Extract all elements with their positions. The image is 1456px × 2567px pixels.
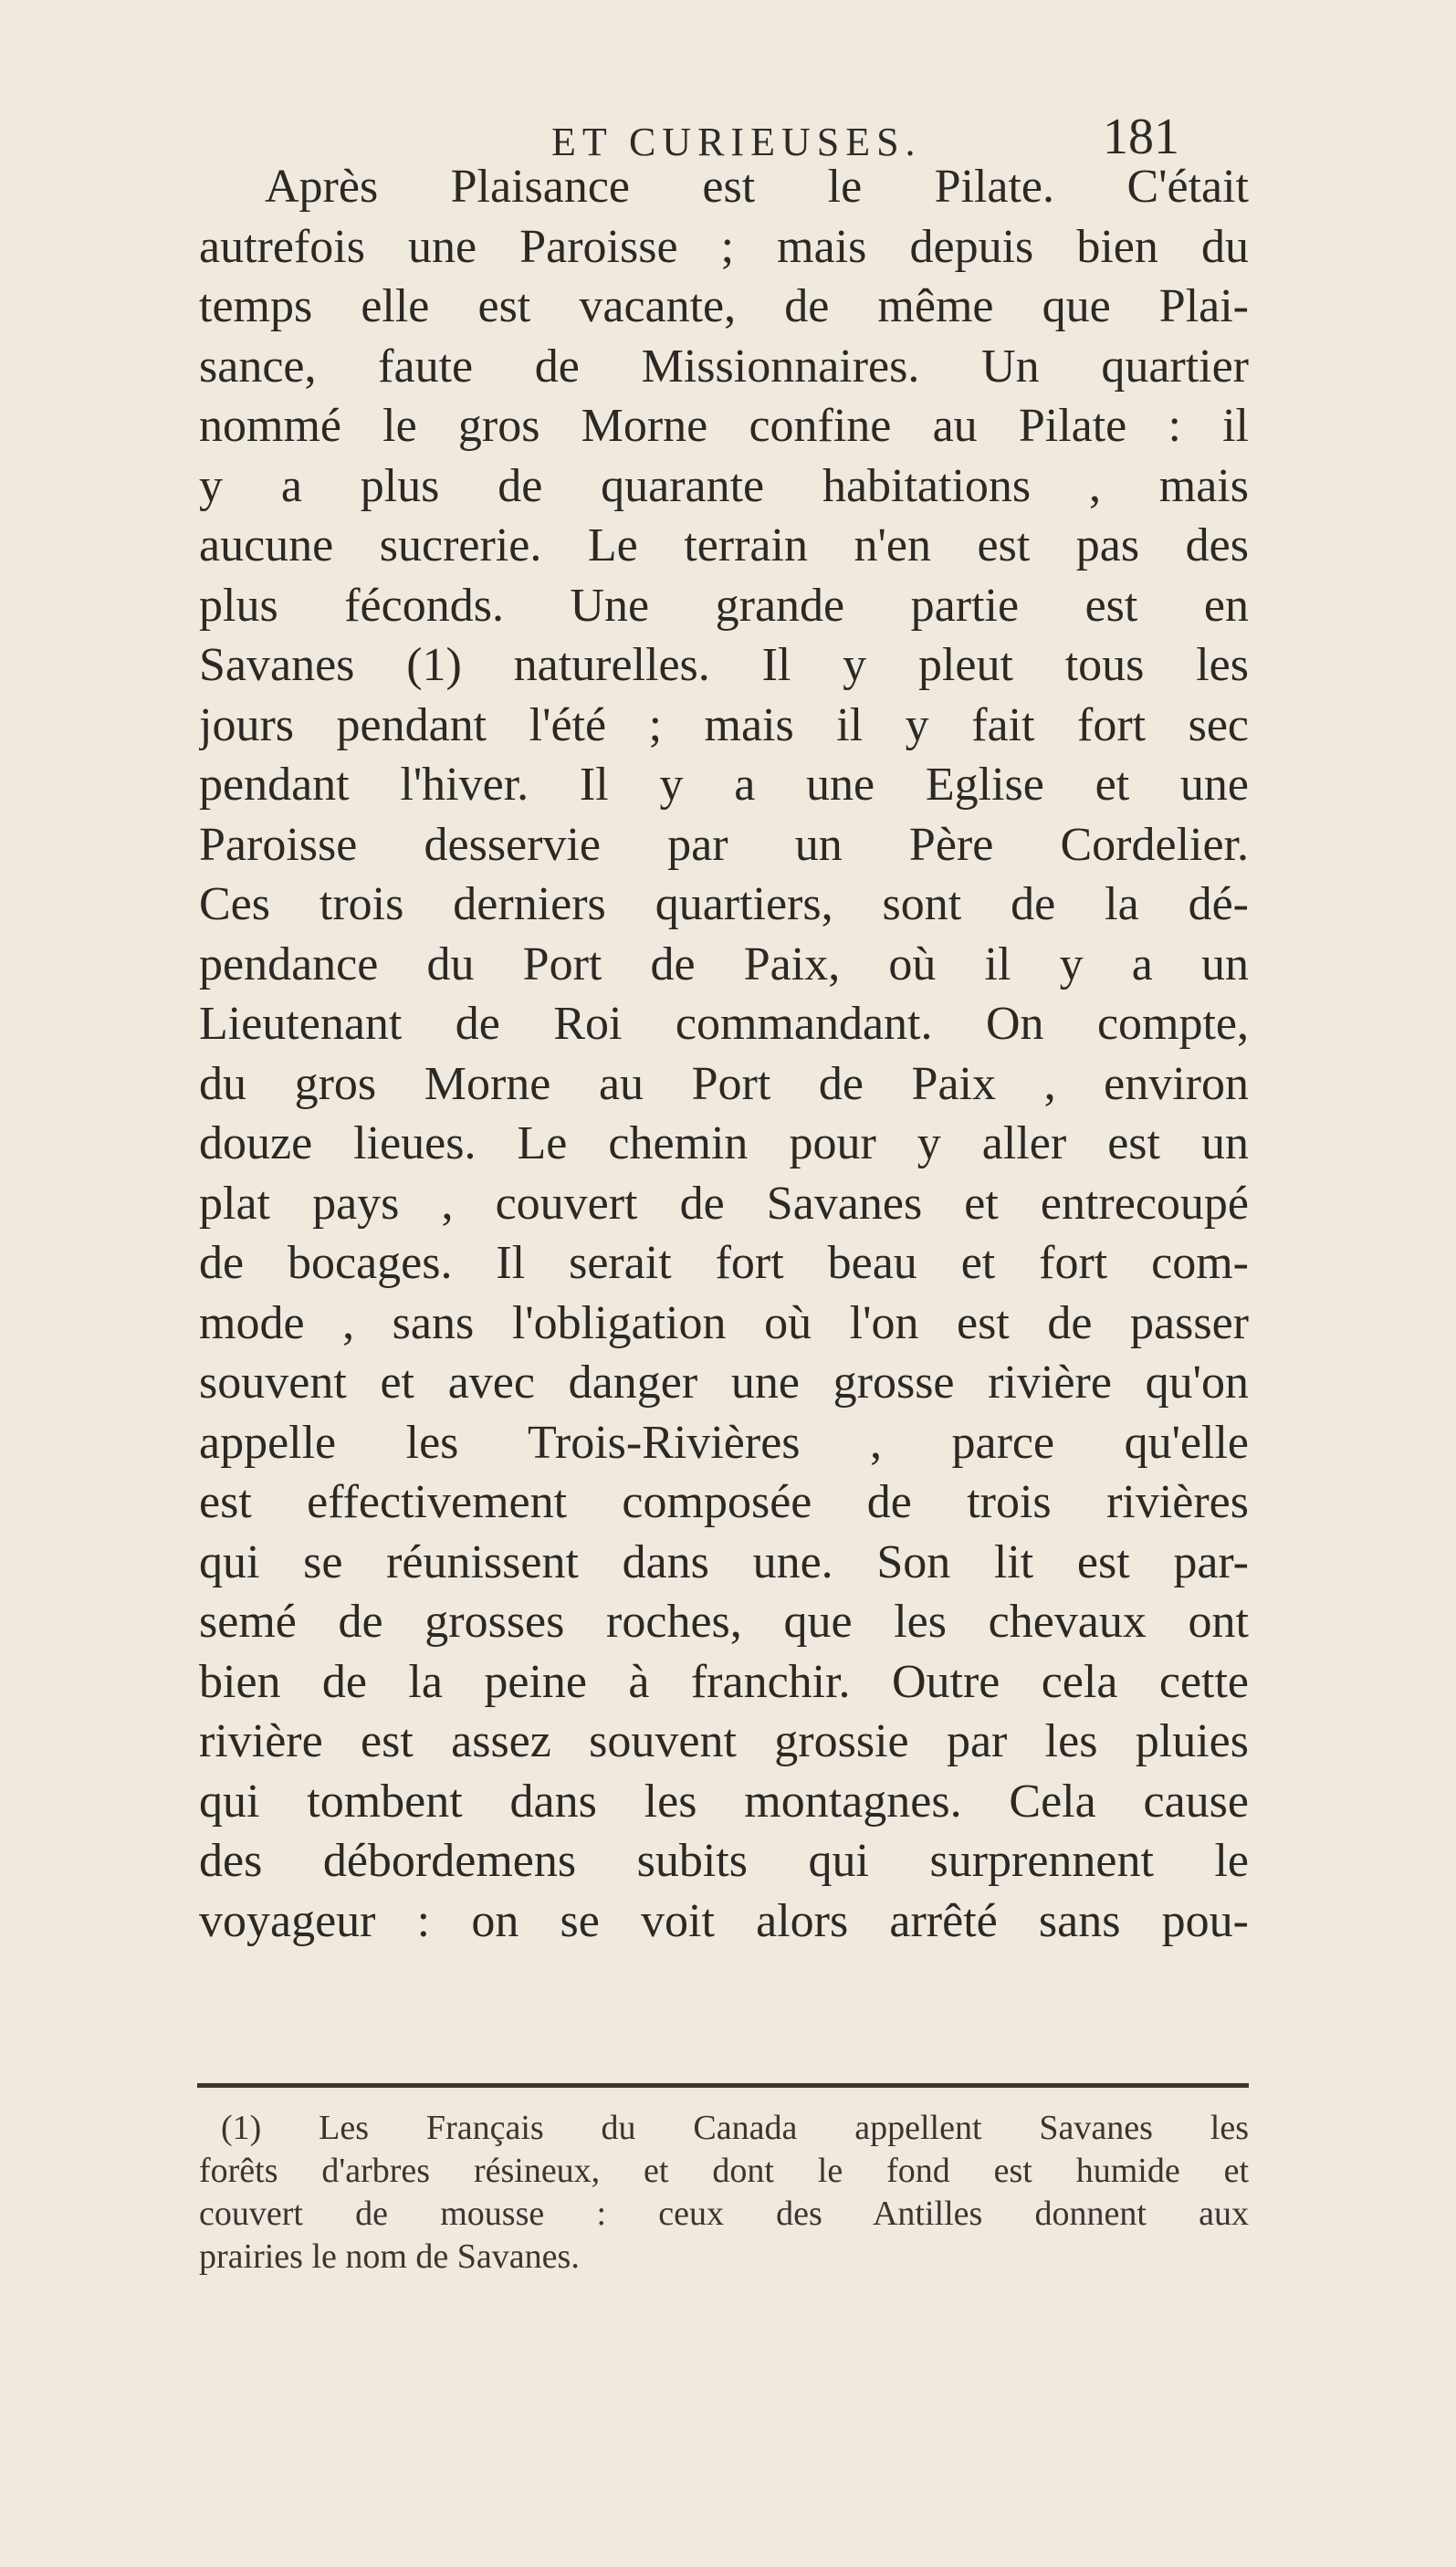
text-line: nommé le gros Morne confine au Pilate : il: [199, 400, 1249, 452]
text-line: Après Plaisance est le Pilate. C'était: [265, 161, 1249, 213]
text-line: rivière est assez souvent grossie par les pluies: [199, 1715, 1249, 1767]
text-line: du gros Morne au Port de Paix , environ: [199, 1057, 1249, 1110]
page-number: 181: [1103, 109, 1179, 165]
text-line: jours pendant l'été ; mais il y fait fort sec: [199, 698, 1249, 751]
text-line: plus féconds. Une grande partie est en: [199, 579, 1249, 632]
body-text: [199, 157, 1249, 1951]
text-line: de bocages. Il serait fort beau et fort com-: [199, 1237, 1249, 1289]
text-line: pendant l'hiver. Il y a une Eglise et une: [199, 759, 1249, 811]
text-line: temps elle est vacante, de même que Plai-: [199, 280, 1249, 332]
running-title: ET CURIEUSES.: [551, 120, 922, 164]
text-line: mode , sans l'obligation où l'on est de passer: [199, 1296, 1249, 1349]
text-line: y a plus de quarante habitations , mais: [199, 459, 1249, 512]
text-line: aucune sucrerie. Le terrain n'en est pas des: [199, 519, 1249, 571]
text-line: semé de grosses roches, que les chevaux ont: [199, 1596, 1249, 1648]
footnote: [199, 2107, 1249, 2279]
text-line: sance, faute de Missionnaires. Un quartier: [199, 340, 1249, 393]
footnote-line: couvert de mousse : ceux des Antilles donnent aux: [199, 2195, 1249, 2233]
footnote-line: (1) Les Français du Canada appellent Savanes les: [221, 2109, 1249, 2147]
text-line: souvent et avec danger une grosse rivière qu'on: [199, 1357, 1249, 1409]
text-line: des débordemens subits qui surprennent le: [199, 1835, 1249, 1887]
text-line: Paroisse desservie par un Père Cordelier.: [199, 818, 1249, 871]
text-line: voyageur : on se voit alors arrêté sans pou-: [199, 1894, 1249, 1947]
text-line: qui se réunissent dans une. Son lit est par-: [199, 1535, 1249, 1588]
text-line: qui tombent dans les montagnes. Cela cause: [199, 1775, 1249, 1828]
footnote-line: prairies le nom de Savanes.: [199, 2237, 580, 2276]
text-line: douze lieues. Le chemin pour y aller est un: [199, 1117, 1249, 1169]
text-line: bien de la peine à franchir. Outre cela cette: [199, 1655, 1249, 1708]
text-line: pendance du Port de Paix, où il y a un: [199, 938, 1249, 990]
footnote-line: forêts d'arbres résineux, et dont le fond est humide et: [199, 2152, 1249, 2190]
text-line: plat pays , couvert de Savanes et entrecoupé: [199, 1177, 1249, 1230]
text-line: Ces trois derniers quartiers, sont de la dé-: [199, 878, 1249, 930]
text-line: Savanes (1) naturelles. Il y pleut tous les: [199, 639, 1249, 691]
text-line: appelle les Trois-Rivières , parce qu'elle: [199, 1416, 1249, 1469]
text-line: autrefois une Paroisse ; mais depuis bien du: [199, 220, 1249, 273]
text-line: est effectivement composée de trois rivières: [199, 1476, 1249, 1528]
text-line: Lieutenant de Roi commandant. On compte,: [199, 998, 1249, 1050]
footnote-divider: [197, 2083, 1249, 2088]
